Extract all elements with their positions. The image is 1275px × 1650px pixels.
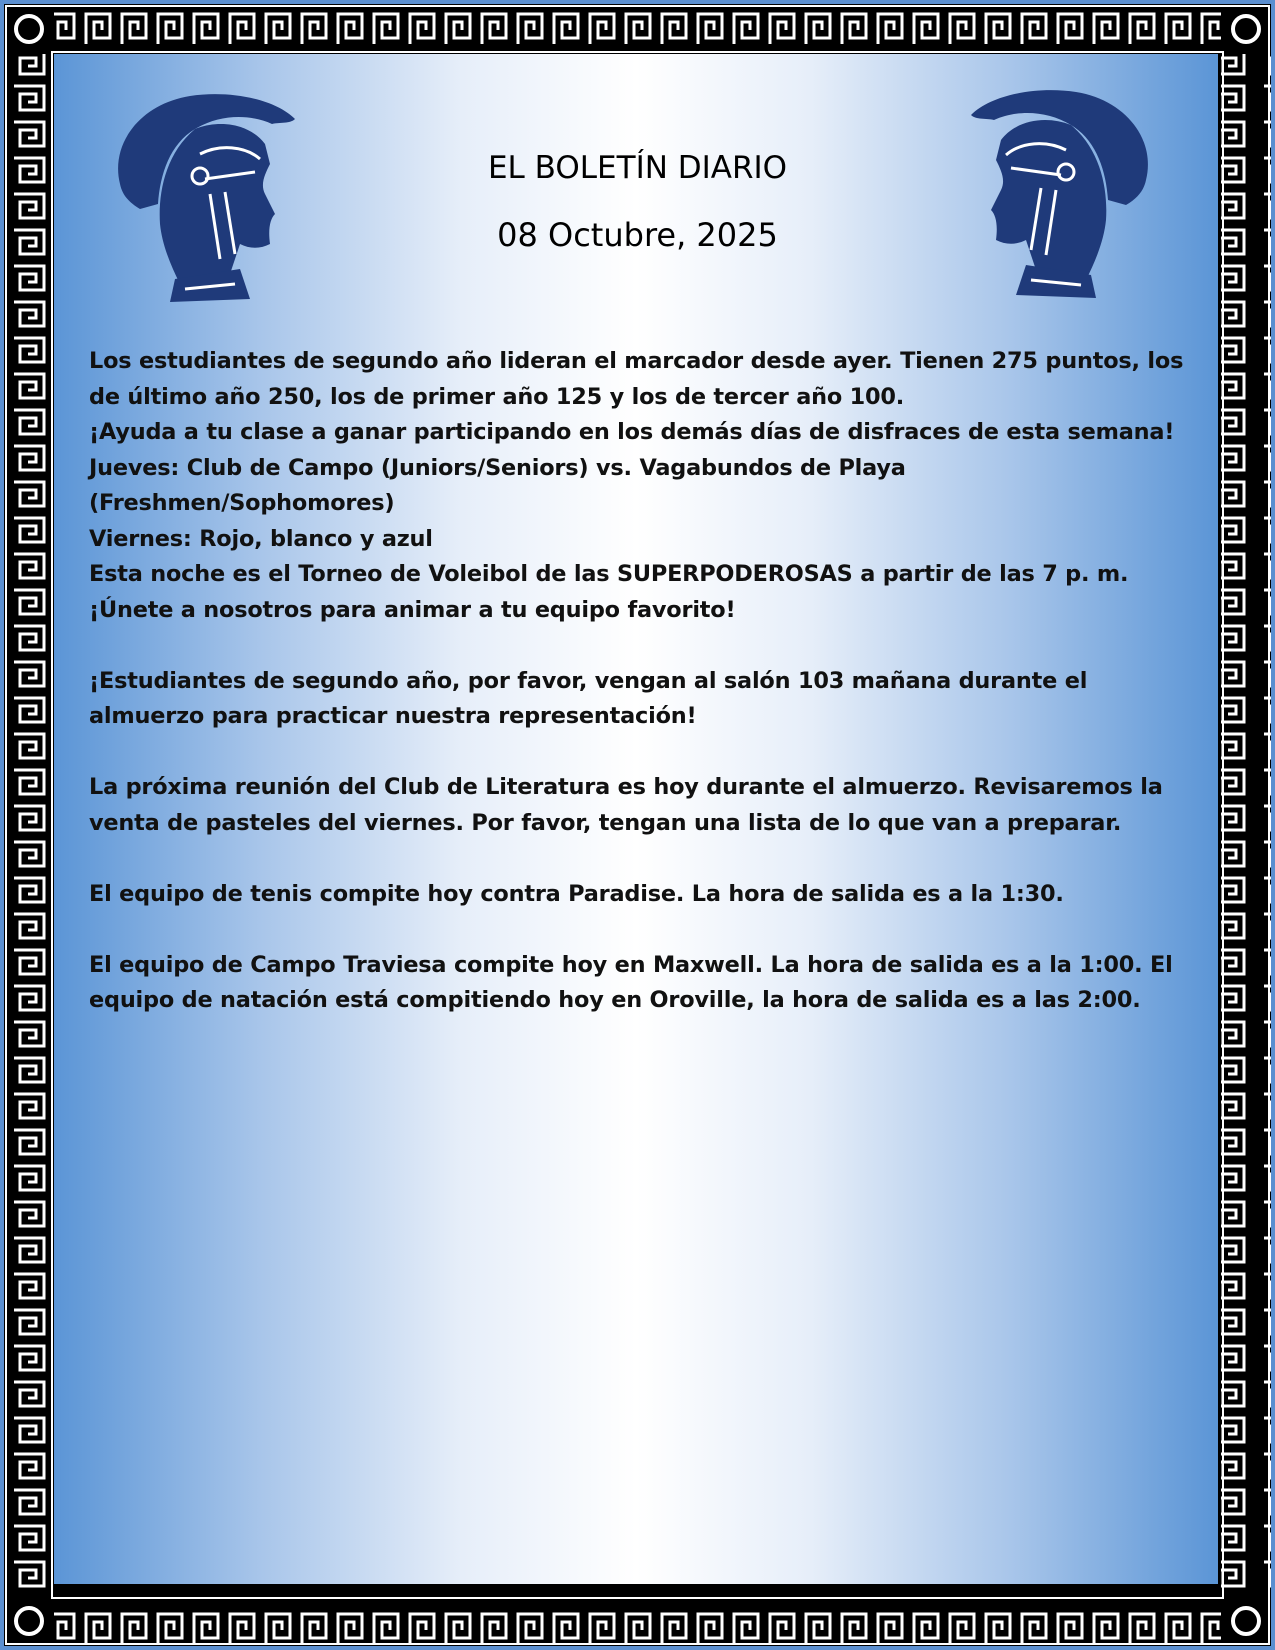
announcement-volleyball: Esta noche es el Torneo de Voleibol de las SUPERPODEROSAS a partir de las 7 p. m. ¡Únete a nosotros para animar a tu equipo favorito!	[89, 561, 1129, 623]
announcement-sophomores: ¡Estudiantes de segundo año, por favor, vengan al salón 103 mañana durante el almuerzo para practicar nuestra representación!	[89, 667, 1088, 729]
trojan-helmet-icon	[100, 84, 300, 304]
announcement-tennis: El equipo de tenis compite hoy contra Paradise. La hora de salida es a la 1:30.	[89, 880, 1064, 907]
announcement-scores: Los estudiantes de segundo año lideran el marcador desde ayer. Tienen 275 puntos, los de último año 250, los de primer año 125 y los de tercer año 100.	[89, 348, 1184, 410]
announcement-help-class: ¡Ayuda a tu clase a ganar participando en los demás días de disfraces de esta semana!	[89, 419, 1175, 445]
bulletin-date: 08 Octubre, 2025	[497, 216, 778, 254]
trojan-helmet-icon	[966, 80, 1166, 300]
announcements	[89, 344, 1209, 1019]
announcement-thursday: Jueves: Club de Campo (Juniors/Seniors) vs. Vagabundos de Playa (Freshmen/Sophomores)	[89, 454, 906, 516]
announcement-literature-club: La próxima reunión del Club de Literatura es hoy durante el almuerzo. Revisaremos la venta de pasteles del viernes. Por favor, tengan una lista de lo que van a preparar.	[89, 774, 1163, 836]
bulletin-title: EL BOLETÍN DIARIO	[487, 150, 788, 186]
announcement-friday: Viernes: Rojo, blanco y azul	[89, 525, 433, 552]
announcement-cross-country: El equipo de Campo Traviesa compite hoy en Maxwell. La hora de salida es a la 1:00. El equipo de natación está compitiendo hoy en Oroville, la hora de salida es a las 2:00.	[89, 951, 1173, 1013]
